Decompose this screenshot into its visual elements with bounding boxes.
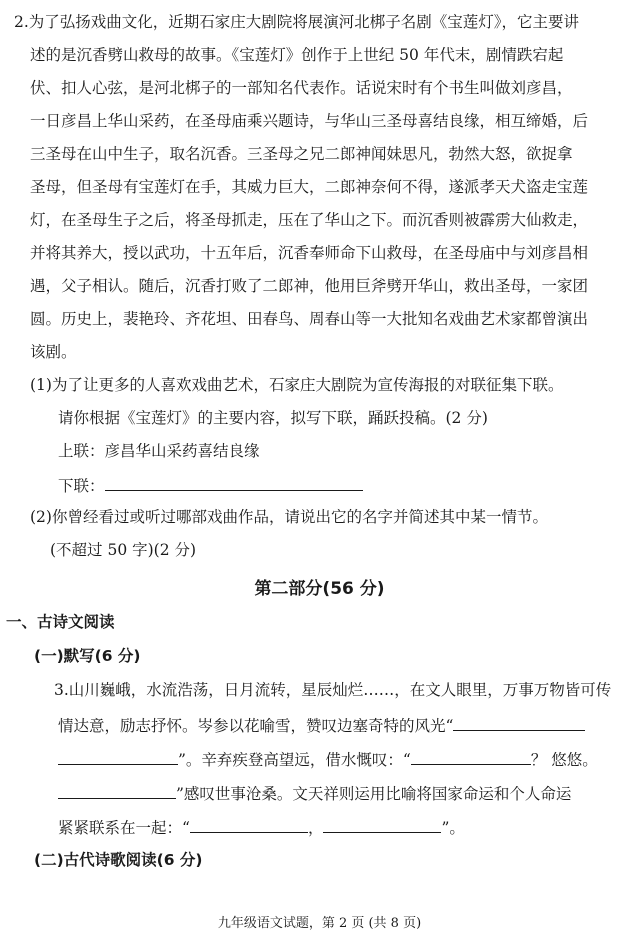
- sub-question-text: (2)你曾经看过或听过哪部戏曲作品，请说出它的名字并简述其中某一情节。: [30, 508, 548, 526]
- answer-blank[interactable]: [58, 748, 178, 765]
- question-text-row: [58, 816, 465, 838]
- question-text: ？ 悠悠。: [530, 751, 598, 769]
- lower-couplet-row: [58, 474, 363, 496]
- question-text: 情达意，励志抒怀。岑参以花喻雪，赞叹边塞奇特的风光“: [58, 717, 454, 735]
- passage-line: 灯，在圣母生子之后，将圣母抓走，压在了华山之下。而沉香则被霹雳大仙救走，: [30, 211, 589, 229]
- question-text: ”。辛弃疾登高望远，借水慨叹：“: [178, 751, 411, 769]
- passage-line: 三圣母在山中生子，取名沉香。三圣母之兄二郎神闻妹思凡，勃然大怒，欲捉拿: [30, 145, 573, 163]
- question-text: ”感叹世事沧桑。文天祥则运用比喻将国家命运和个人命运: [176, 785, 572, 803]
- answer-blank[interactable]: [190, 816, 308, 833]
- question-text-row: [58, 714, 585, 736]
- passage-line: 该剧。: [30, 343, 77, 361]
- passage-line: 圆。历史上，裴艳玲、齐花坦、田春鸟、周春山等一大批知名戏曲艺术家都曾演出: [30, 310, 589, 328]
- question-text: 3.山川巍峨，水流浩荡，日月流转，星辰灿烂……，在文人眼里，万事万物皆可传: [54, 681, 612, 699]
- sub-question-text: (不超过 50 字)(2 分): [50, 541, 197, 559]
- upper-couplet: 上联：彦昌华山采药喜结良缘: [58, 442, 260, 460]
- question-text-row: [58, 782, 571, 804]
- answer-blank[interactable]: [411, 748, 531, 765]
- part-title: 第二部分(56 分): [254, 579, 385, 599]
- sub-question-text: (1)为了让更多的人喜欢戏曲艺术，石家庄大剧院为宣传海报的对联征集下联。: [30, 376, 564, 394]
- section-heading: 一、古诗文阅读: [6, 613, 115, 631]
- subsection-heading: (一)默写(6 分): [34, 647, 141, 665]
- passage-line: 述的是沉香劈山救母的故事。《宝莲灯》创作于上世纪 50 年代末，剧情跌宕起: [30, 46, 564, 64]
- passage-line: 圣母，但圣母有宝莲灯在手，其威力巨大，二郎神奈何不得，遂派孝天犬盗走宝莲: [30, 178, 589, 196]
- passage-line: 遇，父子相认。随后，沉香打败了二郎神，他用巨斧劈开华山，救出圣母，一家团: [30, 277, 589, 295]
- passage-line: 一日彦昌上华山采药，在圣母庙乘兴题诗，与华山三圣母喜结良缘，相互缔婚，后: [30, 112, 589, 130]
- lower-couplet-label: 下联：: [58, 477, 105, 495]
- passage-line: 2.为了弘扬戏曲文化，近期石家庄大剧院将展演河北梆子名剧《宝莲灯》，它主要讲: [14, 13, 580, 31]
- question-text: 紧紧联系在一起：“: [58, 819, 190, 837]
- page-footer: 九年级语文试题，第 2 页 (共 8 页): [217, 916, 422, 931]
- subsection-heading: (二)古代诗歌阅读(6 分): [34, 851, 203, 869]
- passage-line: 并将其养大，授以武功，十五年后，沉香奉师命下山救母，在圣母庙中与刘彦昌相: [30, 244, 589, 262]
- sub-question-text: 请你根据《宝莲灯》的主要内容，拟写下联，踊跃投稿。(2 分): [58, 409, 488, 427]
- answer-blank[interactable]: [453, 714, 585, 731]
- answer-blank[interactable]: [323, 816, 441, 833]
- question-text-row: [58, 748, 598, 770]
- answer-blank[interactable]: [105, 474, 363, 491]
- answer-blank[interactable]: [58, 782, 176, 799]
- question-text: ，: [307, 819, 324, 837]
- question-text: ”。: [441, 819, 465, 837]
- passage-line: 伏、扣人心弦，是河北梆子的一部知名代表作。话说宋时有个书生叫做刘彦昌，: [30, 79, 573, 97]
